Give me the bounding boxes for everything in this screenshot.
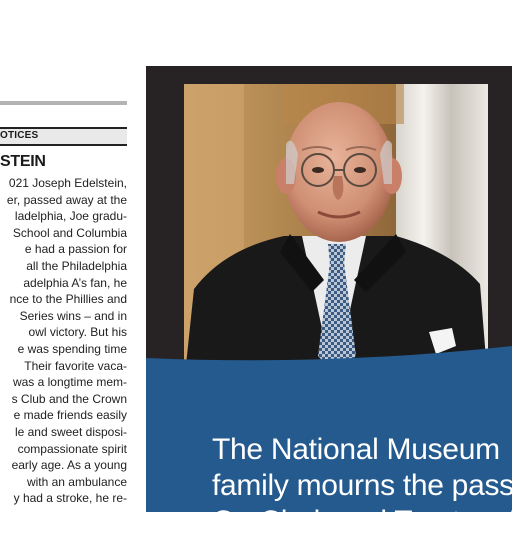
obituary-line: School and Columbia xyxy=(12,225,127,240)
obituary-line: Series wins – and in xyxy=(19,308,127,323)
portrait-illustration xyxy=(184,84,488,384)
obituary-line: all the Philadelphia xyxy=(26,258,127,273)
obituary-line: s Club and the Crown xyxy=(11,391,127,406)
obituary-line: y had a stroke, he re- xyxy=(13,491,127,506)
caption-line-2: family mourns the pass xyxy=(212,469,514,502)
section-header-bar xyxy=(0,127,127,146)
obituary-line: compassionate spirit xyxy=(17,441,127,456)
caption-line-1: The National Museum xyxy=(212,433,500,466)
obituary-headline: STEIN xyxy=(0,153,46,170)
obituary-line: with an ambulance xyxy=(26,474,127,489)
obituary-line: e was spending time xyxy=(17,341,127,356)
section-label: OTICES xyxy=(0,130,39,141)
column-top-rule xyxy=(0,101,127,105)
obituary-line: e made friends easily xyxy=(13,408,127,423)
obituary-line: 021 Joseph Edelstein, xyxy=(8,176,127,190)
tribute-panel xyxy=(146,66,530,538)
obituary-line: was a longtime mem- xyxy=(12,375,127,390)
obituary-line: ladelphia, Joe gradu- xyxy=(14,209,127,224)
obituary-column xyxy=(0,0,130,512)
obituary-line: owl victory. But his xyxy=(28,325,127,340)
obituary-line: e had a passion for xyxy=(24,242,127,257)
obituary-line: le and sweet disposi- xyxy=(14,424,127,439)
obituary-line: early age. As a young xyxy=(11,458,127,473)
portrait-photo xyxy=(184,84,488,384)
tribute-caption xyxy=(212,432,530,540)
obituary-body xyxy=(0,175,127,507)
obituary-line: adelphia A’s fan, he xyxy=(23,275,127,290)
obituary-line: er, passed away at the xyxy=(6,192,127,207)
obituary-line: Their favorite vaca- xyxy=(24,358,127,373)
obituary-line: nce to the Phillies and xyxy=(9,292,127,307)
caption-line-3: Co-Chair and Trustee, D xyxy=(212,505,530,538)
